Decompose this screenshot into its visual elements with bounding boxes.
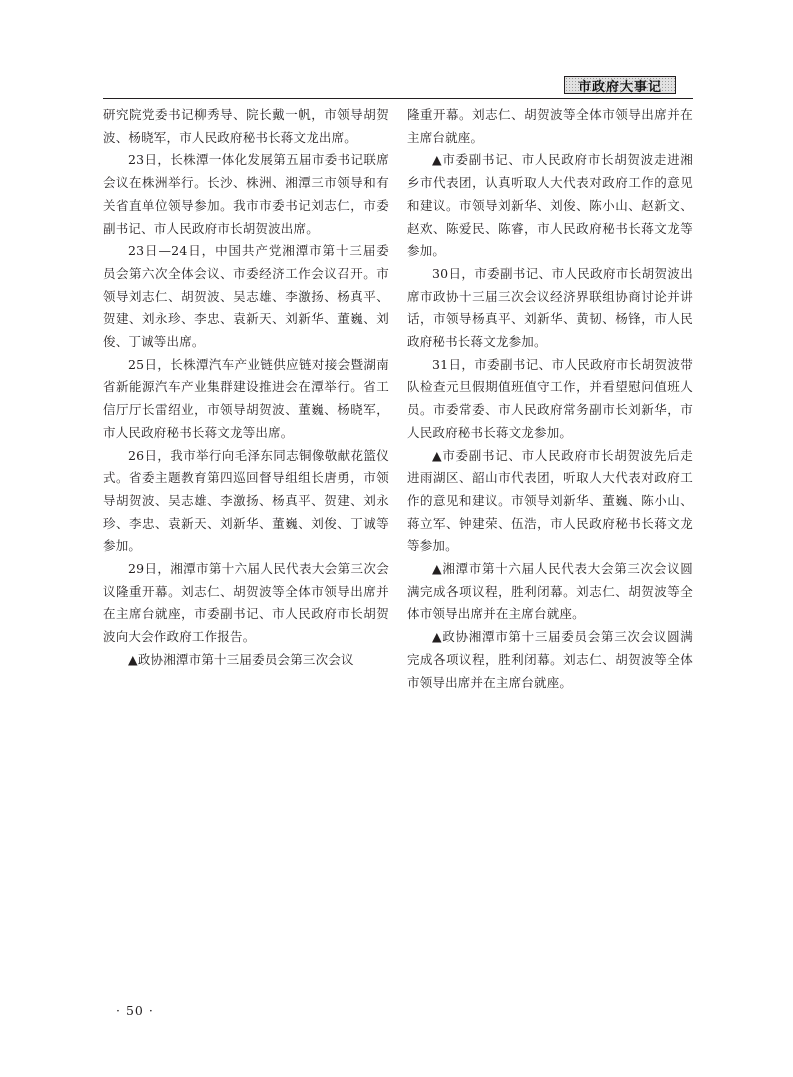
paragraph: 31日，市委副书记、市人民政府市长胡贺波带队检查元旦假期值班值守工作，并看望慰问值班人员。市委常委、市人民政府常务副市长刘新华，市人民政府秘书长蒋文龙参加。: [407, 356, 693, 440]
header-divider: [103, 98, 693, 99]
paragraph: 29日，湘潭市第十六届人民代表大会第三次会议隆重开幕。刘志仁、胡贺波等全体市领导出席并在主席台就座，市委副书记、市人民政府市长胡贺波向大会作政府工作报告。: [103, 561, 389, 645]
section-title-tag: 市政府大事记: [564, 76, 676, 94]
paragraph: ▲市委副书记、市人民政府市长胡贺波走进湘乡市代表团，认真听取人大代表对政府工作的意见和建议。市领导刘新华、刘俊、陈小山、赵新文、赵欢、陈爱民、陈睿，市人民政府秘书长蒋文龙等参加。: [407, 152, 693, 259]
paragraph: 30日，市委副书记、市人民政府市长胡贺波出席市政协十三届三次会议经济界联组协商讨论并讲话，市领导杨真平、刘新华、黄韧、杨锋，市人民政府秘书长蒋文龙参加。: [407, 265, 693, 350]
paragraph: ▲市委副书记、市人民政府市长胡贺波先后走进雨湖区、韶山市代表团，听取人大代表对政府工作的意见和建议。市领导刘新华、董巍、陈小山、蒋立军、钟建荣、伍浩，市人民政府秘书长蒋文龙等参加。: [407, 447, 693, 554]
paragraph: 26日，我市举行向毛泽东同志铜像敬献花篮仪式。省委主题教育第四巡回督导组组长唐勇，市领导胡贺波、吴志雄、李激扬、杨真平、贺建、刘永珍、李忠、袁新天、刘新华、董巍、刘俊、丁诚等参加。: [103, 447, 389, 554]
paragraph: 隆重开幕。刘志仁、胡贺波等全体市领导出席并在主席台就座。: [407, 107, 693, 145]
paragraph: ▲湘潭市第十六届人民代表大会第三次会议圆满完成各项议程，胜利闭幕。刘志仁、胡贺波等全体市领导出席并在主席台就座。: [407, 561, 693, 622]
paragraph: ▲政协湘潭市第十三届委员会第三次会议圆满完成各项议程，胜利闭幕。刘志仁、胡贺波等全体市领导出席并在主席台就座。: [407, 629, 693, 690]
paragraph: 研究院党委书记柳秀导、院长戴一帆，市领导胡贺波、杨晓军，市人民政府秘书长蒋文龙出席。: [103, 107, 389, 145]
paragraph: 25日，长株潭汽车产业链供应链对接会暨湖南省新能源汽车产业集群建设推进会在潭举行。省工信厅厅长雷绍业，市领导胡贺波、董巍、杨晓军，市人民政府秘书长蒋文龙等出席。: [103, 356, 389, 440]
page-number: · 50 ·: [116, 1003, 154, 1018]
paragraph: ▲政协湘潭市第十三届委员会第三次会议: [128, 651, 354, 667]
paragraph: 23日，长株潭一体化发展第五届市委书记联席会议在株洲举行。长沙、株洲、湘潭三市领导和有关省直单位领导参加。我市市委书记刘志仁，市委副书记、市人民政府市长胡贺波出席。: [103, 152, 389, 236]
left-column: [103, 104, 389, 672]
right-column: [407, 104, 693, 694]
paragraph: 23日—24日，中国共产党湘潭市第十三届委员会第六次全体会议、市委经济工作会议召开。市领导刘志仁、胡贺波、吴志雄、李激扬、杨真平、贺建、刘永珍、李忠、袁新天、刘新华、董巍、刘俊、丁诚等出席。: [103, 243, 389, 350]
